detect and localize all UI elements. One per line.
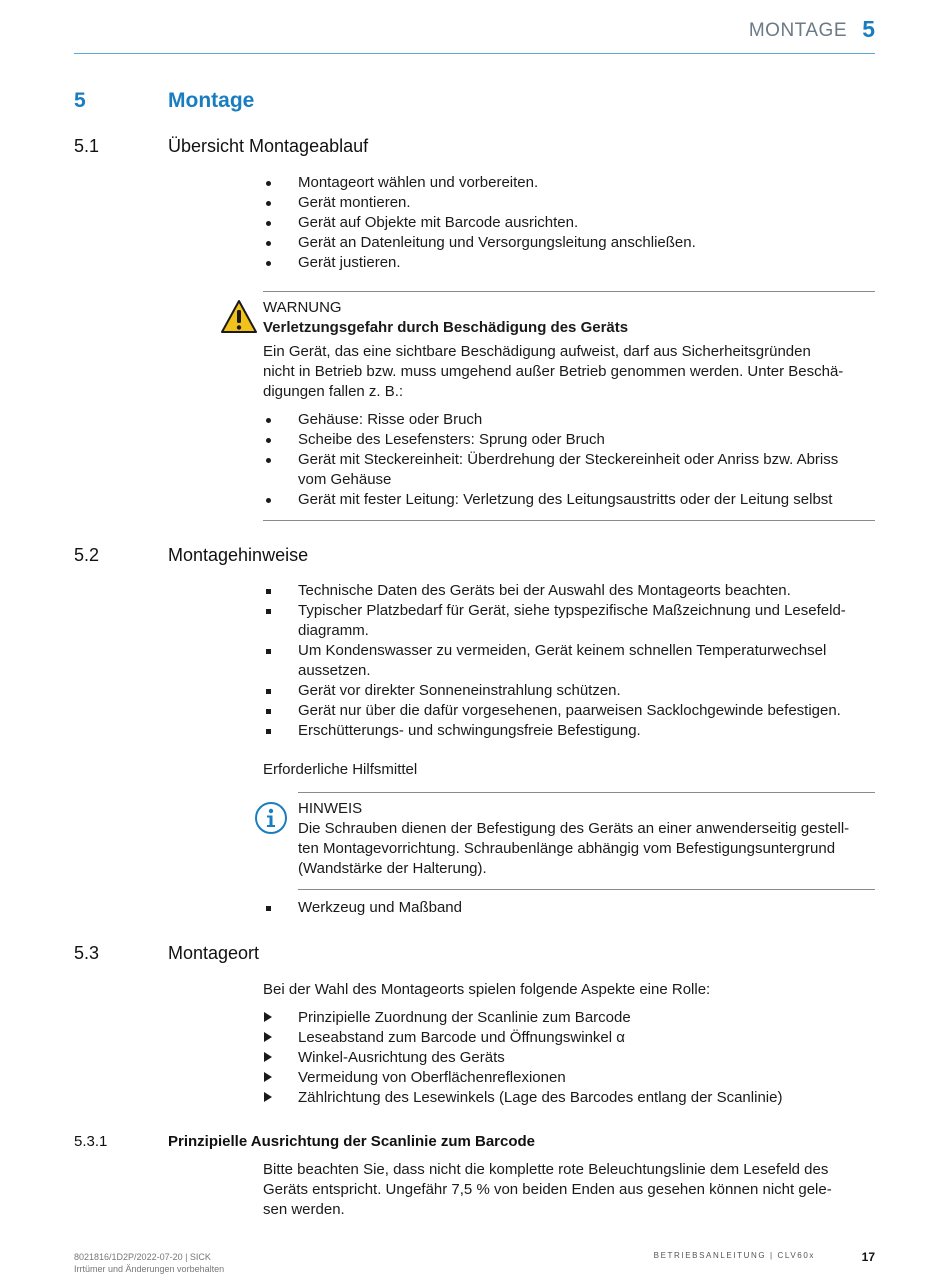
list-item: Zählrichtung des Lesewinkels (Lage des Barcodes entlang der Scanlinie) <box>263 1088 875 1108</box>
section-number-5-1: 5.1 <box>74 136 100 156</box>
info-icon <box>254 801 288 835</box>
list-item: Werkzeug und Maßband <box>263 898 875 918</box>
warning-title: Verletzungsgefahr durch Beschädigung des Geräts <box>263 319 629 336</box>
footer-doc-id: 8021816/1D2P/2022-07-20 | SICK <box>74 1252 211 1262</box>
list-item: Leseabstand zum Barcode und Öffnungswinkel α <box>263 1028 875 1048</box>
tools-list <box>263 898 875 918</box>
section-5-3-intro: Bei der Wahl des Montageorts spielen folgende Aspekte eine Rolle: <box>263 981 711 998</box>
running-header-number: 5 <box>862 16 875 42</box>
list-item: Typischer Platzbedarf für Gerät, siehe typspezifische Maßzeichnung und Lesefeld- <box>263 601 875 621</box>
list-item: Scheibe des Lesefensters: Sprung oder Bruch <box>263 430 875 450</box>
list-item: Gerät justieren. <box>263 253 875 273</box>
list-item: Um Kondenswasser zu vermeiden, Gerät keinem schnellen Temperaturwechsel <box>263 641 875 661</box>
list-item-continuation: diagramm. <box>298 622 369 639</box>
list-item-continuation: vom Gehäuse <box>298 471 392 488</box>
footer-doc-type: BETRIEBSANLEITUNG | CLV60x <box>653 1251 815 1260</box>
list-item: Gerät mit Steckereinheit: Überdrehung der Steckereinheit oder Anriss bzw. Abriss <box>263 450 875 470</box>
note-top-rule <box>298 792 875 793</box>
list-item: Gerät vor direkter Sonneneinstrahlung schützen. <box>263 681 875 701</box>
page-number: 17 <box>861 1250 875 1264</box>
section-number-5-3: 5.3 <box>74 943 100 963</box>
damage-examples-list <box>263 410 875 510</box>
list-item: Gerät auf Objekte mit Barcode ausrichten. <box>263 213 875 233</box>
header-divider <box>74 53 875 54</box>
list-item: Gerät an Datenleitung und Versorgungsleitung anschließen. <box>263 233 875 253</box>
warning-triangle-icon <box>220 299 258 334</box>
list-item: Montageort wählen und vorbereiten. <box>263 173 875 193</box>
list-item: Gerät nur über die dafür vorgesehenen, paarweisen Sacklochgewinde befestigen. <box>263 701 875 721</box>
section-5-3-1-text: Bitte beachten Sie, dass nicht die komplette rote Beleuchtungslinie dem Lesefeld des Geräts entspricht. Ungefähr 7,5 % von beiden Enden aus gesehen können nicht gele- sen werden. <box>263 1161 832 1218</box>
section-title-5-3-1: Prinzipielle Ausrichtung der Scanlinie zum Barcode <box>168 1133 536 1150</box>
section-number-5-3-1: 5.3.1 <box>74 1133 108 1150</box>
chapter-title: Montage <box>168 89 255 112</box>
mounting-location-aspects-list <box>263 1008 875 1108</box>
warning-label: WARNUNG <box>263 299 342 316</box>
footer-disclaimer: Irrtümer und Änderungen vorbehalten <box>74 1264 225 1274</box>
assembly-steps-list <box>263 173 875 273</box>
warning-bottom-rule <box>263 520 875 521</box>
list-item: Vermeidung von Oberflächenreflexionen <box>263 1068 875 1088</box>
chapter-number: 5 <box>74 89 86 112</box>
list-item: Gehäuse: Risse oder Bruch <box>263 410 875 430</box>
list-item: Erschütterungs- und schwingungsfreie Befestigung. <box>263 721 875 741</box>
note-bottom-rule <box>298 889 875 890</box>
list-item: Gerät montieren. <box>263 193 875 213</box>
required-tools-heading: Erforderliche Hilfsmittel <box>263 761 418 778</box>
note-label: HINWEIS <box>298 800 363 817</box>
section-title-5-1: Übersicht Montageablauf <box>168 136 369 156</box>
list-item: Prinzipielle Zuordnung der Scanlinie zum Barcode <box>263 1008 875 1028</box>
list-item: Winkel-Ausrichtung des Geräts <box>263 1048 875 1068</box>
warning-top-rule <box>263 291 875 292</box>
running-header-title: MONTAGE <box>748 20 847 41</box>
section-number-5-2: 5.2 <box>74 545 100 565</box>
note-text: Die Schrauben dienen der Befestigung des Geräts an einer anwenderseitig gestell- ten Montagevorrichtung. Schraubenlänge abhängig vom Befestigungsuntergrund (Wandstärke der Halterung). <box>298 820 850 877</box>
list-item: Gerät mit fester Leitung: Verletzung des Leitungsaustritts oder der Leitung selbst <box>263 490 875 510</box>
section-title-5-2: Montagehinweise <box>168 545 309 565</box>
list-item-continuation: aussetzen. <box>298 662 371 679</box>
footer-document-info <box>74 1251 224 1275</box>
mounting-notes-list <box>263 581 875 741</box>
section-title-5-3: Montageort <box>168 943 260 963</box>
warning-text: Ein Gerät, das eine sichtbare Beschädigung aufweist, darf aus Sicherheitsgründen nicht in Betrieb bzw. muss umgehend außer Betrieb genommen werden. Unter Beschä- digungen fallen z. B.: <box>263 343 844 400</box>
list-item: Technische Daten des Geräts bei der Auswahl des Montageorts beachten. <box>263 581 875 601</box>
